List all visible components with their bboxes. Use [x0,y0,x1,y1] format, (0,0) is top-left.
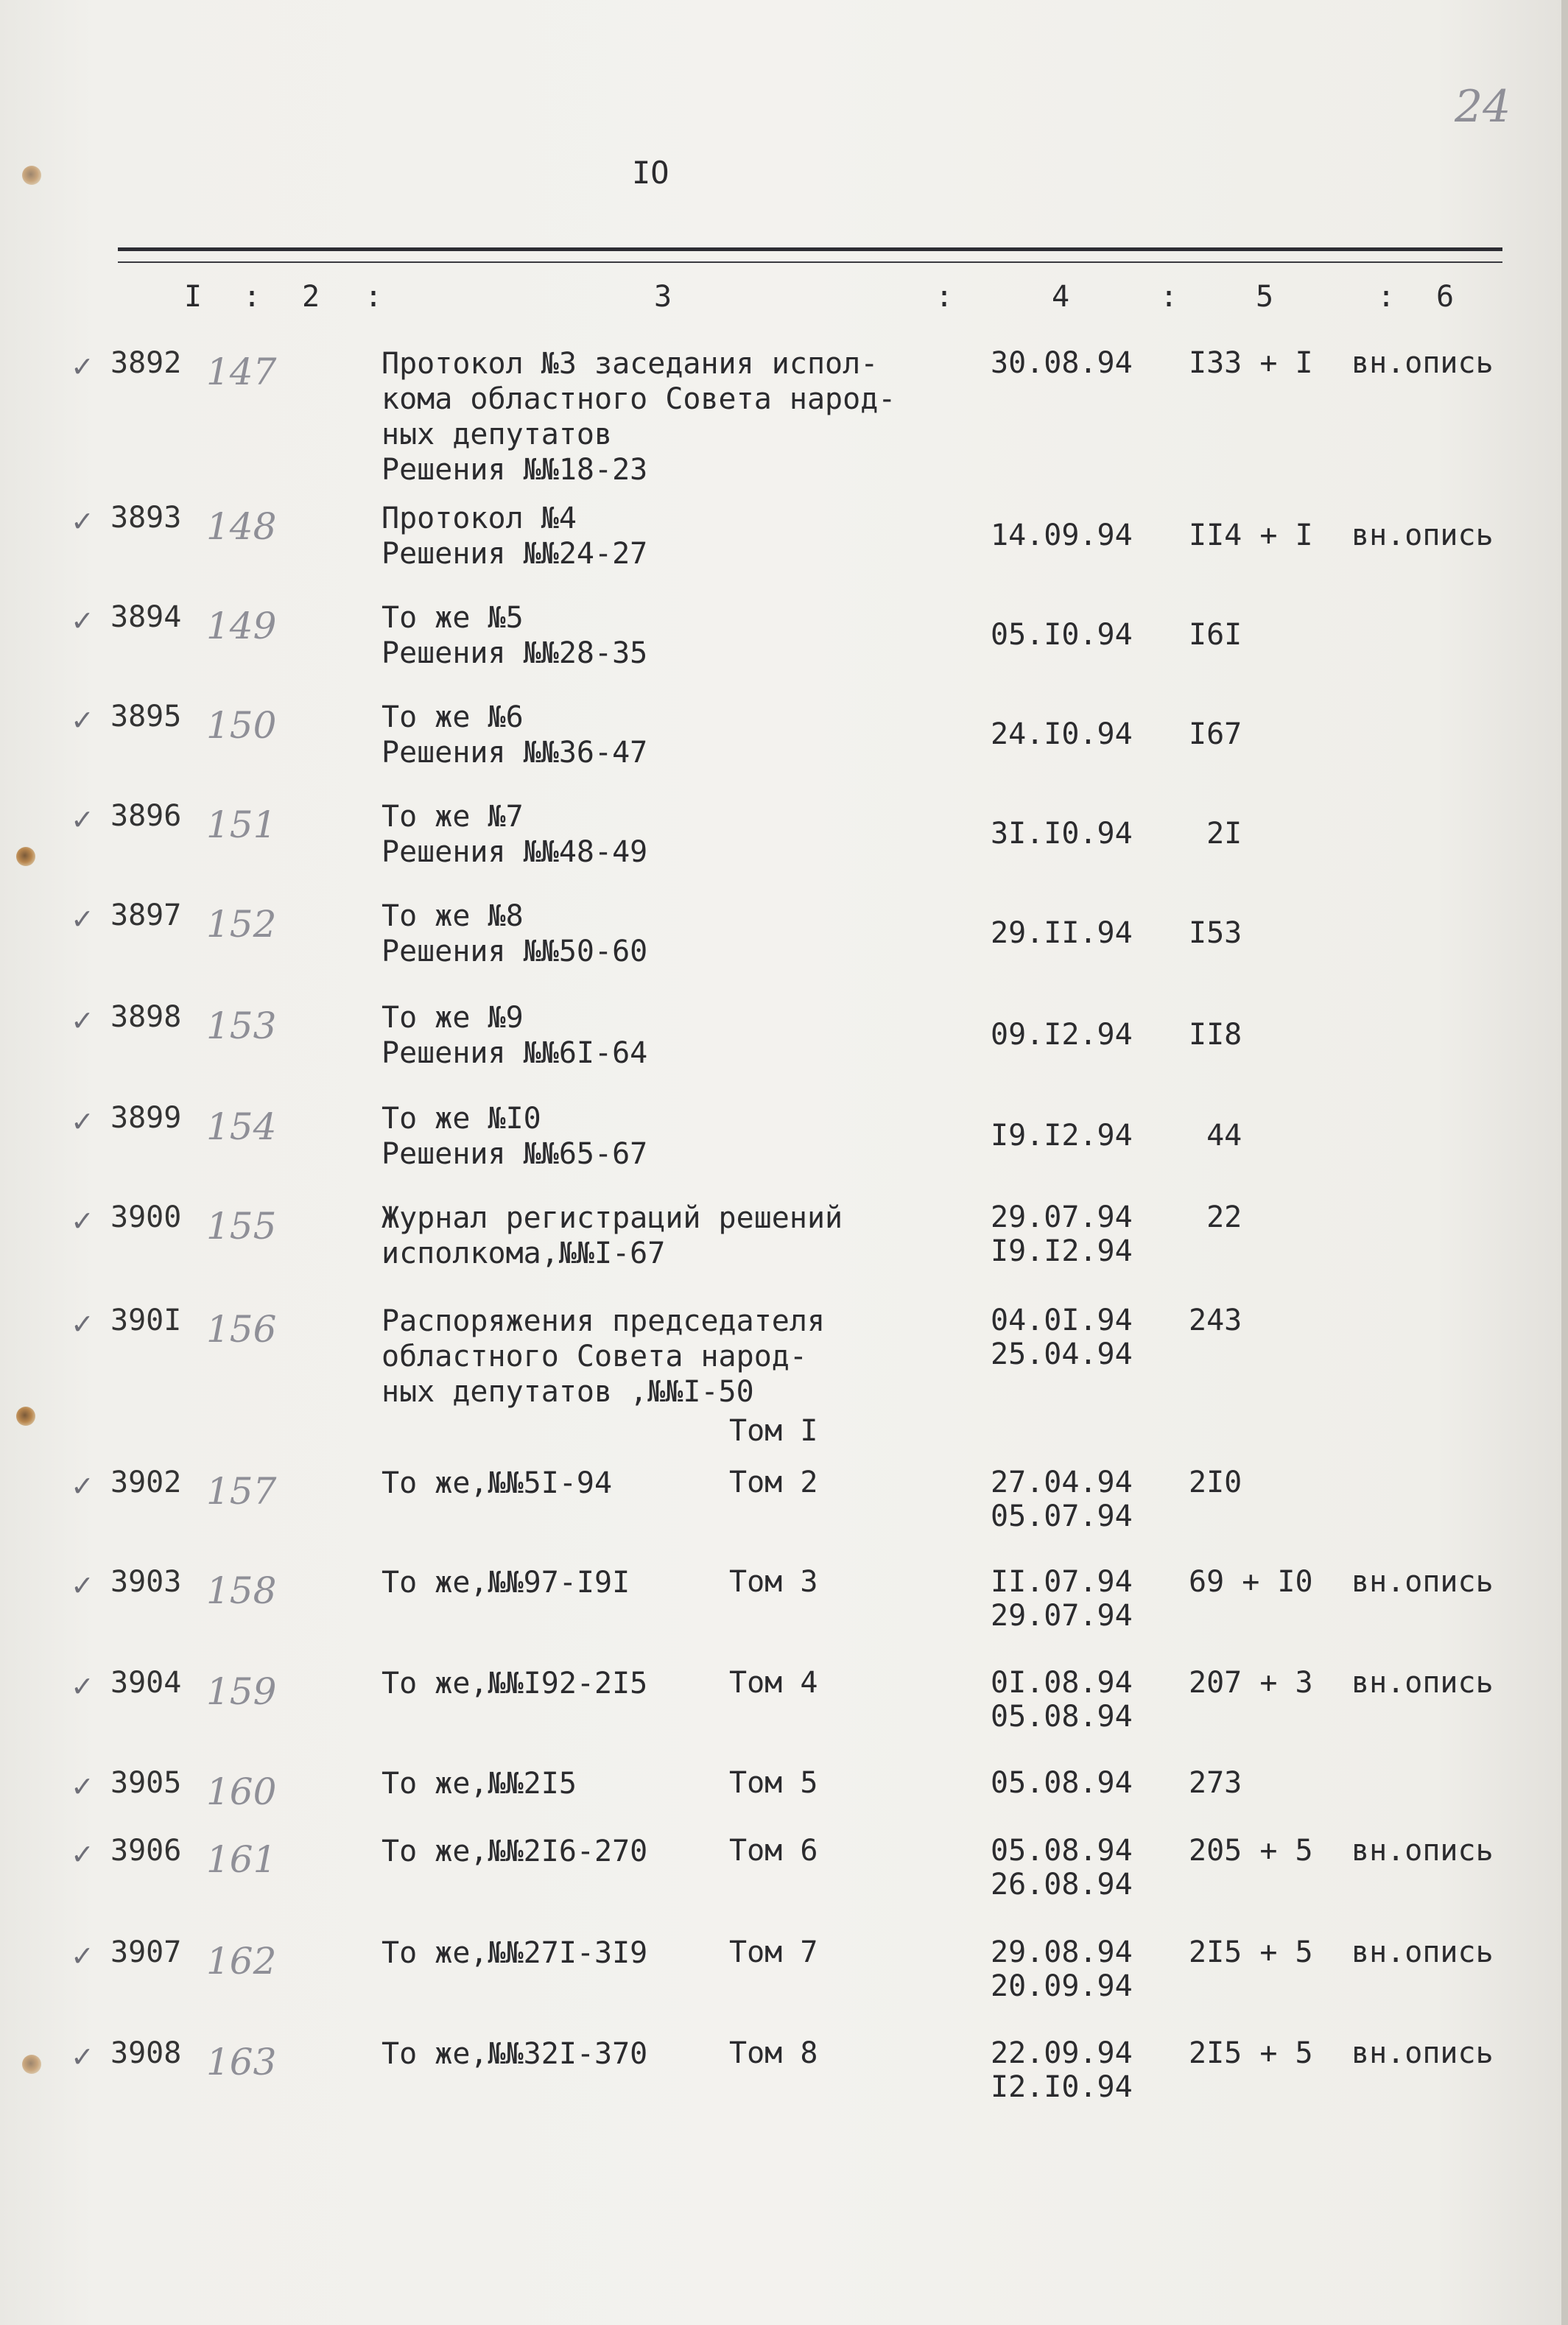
item-dates: 29.II.94 [991,916,1133,950]
item-number: 3900 [110,1200,182,1234]
header-rule-bottom [118,261,1502,263]
check-mark: ✓ [71,1940,94,1972]
sheet-count: 2I5 + 5 [1189,2036,1313,2070]
col-6-label: 6 [1436,280,1455,314]
folio-number: 149 [206,605,277,647]
col-1-label: I [184,280,203,314]
item-number: 3897 [110,898,182,932]
item-number: 3907 [110,1935,182,1969]
item-number: 3906 [110,1834,182,1868]
sheet-count: II4 + I [1189,518,1313,552]
inventory-note: вн.опись [1351,346,1494,380]
check-mark: ✓ [71,1770,94,1803]
sheet-count: 2I [1189,817,1242,851]
folio-number: 162 [206,1940,277,1983]
folio-number: 163 [206,2041,277,2083]
col-5-label: 5 [1256,280,1274,314]
item-dates: 14.09.94 [991,518,1133,552]
item-number: 3896 [110,799,182,833]
item-number: 3899 [110,1101,182,1135]
folio-number: 151 [206,803,277,846]
folio-number: 154 [206,1105,277,1148]
item-dates: 30.08.94 [991,346,1133,380]
inventory-note: вн.опись [1351,1935,1494,1969]
folio-number: 153 [206,1005,277,1047]
check-mark: ✓ [71,605,94,637]
header-rule-top [118,247,1502,251]
item-dates: 09.I2.94 [991,1018,1133,1052]
item-number: 3898 [110,1000,182,1034]
folio-number: 157 [206,1470,277,1513]
check-mark: ✓ [71,803,94,836]
item-dates: 29.07.94 I9.I2.94 [991,1200,1133,1268]
folio-number: 159 [206,1670,277,1713]
volume-label: Том 6 [729,1834,818,1868]
volume-label: Том 8 [729,2036,818,2070]
check-mark: ✓ [71,1308,94,1340]
binder-hole [16,1407,35,1426]
col-separator: : [243,280,261,314]
item-number: 3893 [110,501,182,535]
volume-label: Том 3 [729,1565,818,1599]
sheet-count: I67 [1189,717,1242,751]
inventory-note: вн.опись [1351,1834,1494,1868]
check-mark: ✓ [71,903,94,935]
check-mark: ✓ [71,1569,94,1602]
folio-number: 160 [206,1770,277,1813]
col-4-label: 4 [1052,280,1070,314]
sheet-count: 44 [1189,1119,1242,1153]
item-title: То же,№№2I5 [382,1767,577,1801]
volume-label: Том 4 [729,1666,818,1700]
sheet-count: II8 [1189,1018,1242,1052]
item-dates: I9.I2.94 [991,1119,1133,1153]
item-title: То же №9 Решения №№6I-64 [382,1001,648,1070]
item-number: 3892 [110,346,182,380]
item-dates: II.07.94 29.07.94 [991,1565,1133,1633]
sheet-count: 22 [1189,1200,1242,1234]
check-mark: ✓ [71,351,94,383]
sheet-count: 69 + I0 [1189,1565,1313,1599]
item-number: 3902 [110,1466,182,1499]
item-title: Протокол №3 заседания испол- кома областного Совета народ- ных депутатов Решения №№18-23 [382,347,896,487]
sheet-count: 2I0 [1189,1466,1242,1499]
inventory-note: вн.опись [1351,1565,1494,1599]
col-separator: : [365,280,383,314]
check-mark: ✓ [71,1005,94,1037]
col-2-label: 2 [302,280,320,314]
sheet-count: 273 [1189,1766,1242,1800]
sheet-count: 243 [1189,1304,1242,1337]
check-mark: ✓ [71,1838,94,1871]
binder-hole [16,847,35,866]
check-mark: ✓ [71,1205,94,1237]
binder-hole [22,166,41,185]
col-3-label: 3 [654,280,672,314]
item-number: 3904 [110,1666,182,1700]
item-title: То же,№№5I-94 [382,1466,613,1500]
item-number: 3905 [110,1766,182,1800]
item-title: То же,№№32I-370 [382,2037,648,2071]
folio-number: 148 [206,505,277,548]
item-number: 3895 [110,700,182,734]
item-title: То же №6 Решения №№36-47 [382,700,648,770]
sheet-count: 207 + 3 [1189,1666,1313,1700]
item-number: 3908 [110,2036,182,2070]
item-dates: 24.I0.94 [991,717,1133,751]
volume-label: Том 5 [729,1766,818,1800]
item-dates: 22.09.94 I2.I0.94 [991,2036,1133,2104]
sheet-mark: 24 [1455,81,1511,133]
item-title: То же №8 Решения №№50-60 [382,899,648,968]
item-title: То же №7 Решения №№48-49 [382,800,648,869]
folio-number: 150 [206,704,277,747]
item-dates: 05.I0.94 [991,618,1133,652]
sheet-count: 205 + 5 [1189,1834,1313,1868]
folio-number: 147 [206,351,277,393]
check-mark: ✓ [71,505,94,538]
item-title: То же,№№I92-2I5 [382,1667,648,1700]
check-mark: ✓ [71,2041,94,2073]
item-number: 390I [110,1304,182,1337]
page-number: IO [632,155,669,191]
inventory-note: вн.опись [1351,2036,1494,2070]
item-dates: 27.04.94 05.07.94 [991,1466,1133,1533]
folio-number: 155 [206,1205,277,1248]
check-mark: ✓ [71,1105,94,1138]
item-dates: 05.08.94 [991,1766,1133,1800]
item-title: Протокол №4 Решения №№24-27 [382,502,648,571]
sheet-count: I33 + I [1189,346,1313,380]
col-separator: : [1377,280,1396,314]
volume-label: Том 7 [729,1935,818,1969]
item-title: То же,№№2I6-270 [382,1835,648,1868]
sheet-count: 2I5 + 5 [1189,1935,1313,1969]
sheet-count: I53 [1189,916,1242,950]
item-title: Распоряжения председателя областного Совета народ- ных депутатов ,№№I-50 [382,1304,826,1409]
folio-number: 158 [206,1569,277,1612]
inventory-note: вн.опись [1351,518,1494,552]
col-separator: : [935,280,954,314]
volume-label: Том 2 [729,1466,818,1499]
folio-number: 152 [206,903,277,946]
check-mark: ✓ [71,1470,94,1502]
binder-hole [22,2055,41,2074]
item-dates: 04.0I.94 25.04.94 [991,1304,1133,1371]
inventory-note: вн.опись [1351,1666,1494,1700]
item-title: То же,№№97-I9I [382,1566,630,1600]
folio-number: 156 [206,1308,277,1351]
item-dates: 29.08.94 20.09.94 [991,1935,1133,2003]
check-mark: ✓ [71,704,94,736]
check-mark: ✓ [71,1670,94,1703]
item-title: То же №5 Решения №№28-35 [382,601,648,670]
item-dates: 3I.I0.94 [991,817,1133,851]
sheet-count: I6I [1189,618,1242,652]
folio-number: 161 [206,1838,277,1881]
item-title: Журнал регистраций решений исполкома,№№I-67 [382,1201,843,1270]
item-title: То же,№№27I-3I9 [382,1936,648,1970]
item-number: 3894 [110,600,182,634]
item-dates: 0I.08.94 05.08.94 [991,1666,1133,1734]
item-title: То же №I0 Решения №№65-67 [382,1102,648,1171]
item-number: 3903 [110,1565,182,1599]
col-separator: : [1160,280,1178,314]
volume-label: Том I [729,1414,818,1448]
item-dates: 05.08.94 26.08.94 [991,1834,1133,1902]
